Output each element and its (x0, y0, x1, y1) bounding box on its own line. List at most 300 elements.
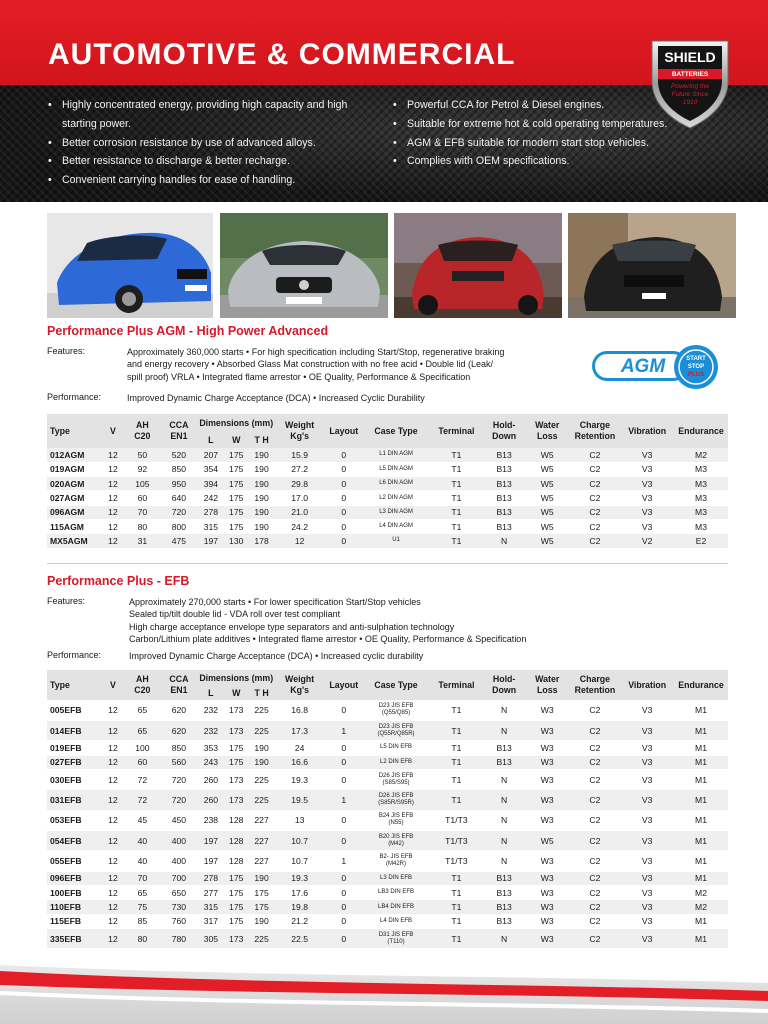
table-cell: 760 (160, 914, 199, 928)
table-cell: 27.2 (274, 462, 325, 476)
col-hold-down (483, 414, 525, 448)
car-photo-black-porsche (568, 213, 736, 318)
table-cell (363, 851, 430, 871)
table-cell: 105 (125, 477, 160, 491)
case-type-line: L3 DIN EFB (380, 874, 413, 881)
table-cell: M3 (674, 462, 728, 476)
table-cell: 65 (125, 720, 160, 740)
table-cell: T1 (430, 755, 484, 769)
col-ah-line1: AH (136, 420, 149, 430)
table-cell: 0 (325, 929, 363, 949)
table-cell: C2 (570, 755, 621, 769)
table-cell: 0 (325, 886, 363, 900)
table-cell: T1 (430, 929, 484, 949)
table-row (47, 929, 728, 949)
table-cell: V3 (620, 810, 674, 830)
table-cell: M1 (674, 700, 728, 720)
table-cell: N (483, 810, 525, 830)
table-cell: 520 (160, 448, 199, 462)
agm-table-body (47, 448, 728, 548)
table-cell: 197 (198, 534, 223, 548)
col-water-line2: Loss (536, 431, 558, 441)
table-cell: C2 (570, 831, 621, 851)
table-cell: W5 (525, 505, 570, 519)
col-dimensions: Dimensions (mm) (198, 670, 274, 687)
table-cell: W5 (525, 477, 570, 491)
table-row (47, 448, 728, 462)
table-cell: M1 (674, 769, 728, 789)
table-cell: 019AGM (47, 462, 101, 476)
table-cell: 243 (198, 755, 223, 769)
table-cell: 640 (160, 491, 199, 505)
case-type-line: B2- JIS EFB (379, 854, 413, 861)
table-cell: 700 (160, 871, 199, 885)
table-cell: 850 (160, 462, 199, 476)
table-cell: 128 (224, 851, 249, 871)
table-cell: 12 (101, 720, 125, 740)
table-cell: M3 (674, 477, 728, 491)
table-cell: 096EFB (47, 871, 101, 885)
case-type-line: (S85/S95) (382, 779, 410, 786)
table-cell: W3 (525, 755, 570, 769)
table-cell: 0 (325, 755, 363, 769)
table-cell: 75 (125, 900, 160, 914)
col-ah (125, 414, 160, 448)
table-cell: 0 (325, 871, 363, 885)
col-charge-line2: Retention (574, 685, 616, 695)
table-cell: 0 (325, 741, 363, 755)
table-cell: 19.3 (274, 871, 325, 885)
table-cell: 096AGM (47, 505, 101, 519)
table-cell: V3 (620, 769, 674, 789)
table-cell: 16.8 (274, 700, 325, 720)
table-cell: T1 (430, 448, 484, 462)
table-cell: 650 (160, 886, 199, 900)
table-cell: 0 (325, 491, 363, 505)
table-cell: 60 (125, 755, 160, 769)
table-cell: 560 (160, 755, 199, 769)
efb-table-body (47, 700, 728, 949)
table-row (47, 720, 728, 740)
table-cell: 0 (325, 700, 363, 720)
col-ah-line2: C20 (134, 685, 151, 695)
table-cell: T1/T3 (430, 851, 484, 871)
agm-performance-label: Performance: (47, 392, 102, 402)
table-cell: B13 (483, 755, 525, 769)
table-cell: T1 (430, 491, 484, 505)
table-cell: 70 (125, 871, 160, 885)
table-cell: B13 (483, 914, 525, 928)
table-cell: V3 (620, 851, 674, 871)
table-cell: V3 (620, 900, 674, 914)
table-cell: W5 (525, 491, 570, 505)
table-cell: 0 (325, 534, 363, 548)
col-layout: Layout (325, 414, 363, 448)
col-terminal: Terminal (430, 414, 484, 448)
table-cell: W3 (525, 700, 570, 720)
table-cell: 17.0 (274, 491, 325, 505)
table-cell: 1 (325, 720, 363, 740)
table-cell: 21.2 (274, 914, 325, 928)
table-cell: W5 (525, 831, 570, 851)
table-cell: M1 (674, 741, 728, 755)
table-cell: M3 (674, 491, 728, 505)
table-row (47, 790, 728, 810)
table-cell: 12 (101, 534, 125, 548)
table-cell: 45 (125, 810, 160, 830)
table-cell: B13 (483, 477, 525, 491)
table-cell: B13 (483, 741, 525, 755)
table-cell: 020AGM (47, 477, 101, 491)
table-cell: 394 (198, 477, 223, 491)
table-cell: C2 (570, 769, 621, 789)
table-cell: 12 (101, 769, 125, 789)
table-cell: 21.0 (274, 505, 325, 519)
table-cell: 100EFB (47, 886, 101, 900)
table-cell: B13 (483, 505, 525, 519)
case-type-line: L5 DIN EFB (380, 744, 413, 751)
table-cell: 0 (325, 831, 363, 851)
table-cell: T1 (430, 914, 484, 928)
table-cell (363, 700, 430, 720)
col-width: W (224, 687, 249, 700)
table-cell (363, 769, 430, 789)
table-cell: 10.7 (274, 851, 325, 871)
logo-brand: SHIELD (664, 49, 716, 65)
col-hold-line1: Hold- (492, 420, 516, 430)
table-cell: 19.3 (274, 769, 325, 789)
table-cell: 12 (101, 741, 125, 755)
table-cell: N (483, 929, 525, 949)
table-cell: C2 (570, 491, 621, 505)
table-cell (363, 900, 430, 914)
efb-features-line: Sealed tip/tilt double lid - VDA roll over test compliant (129, 609, 341, 620)
table-cell: C2 (570, 741, 621, 755)
table-cell: B13 (483, 519, 525, 533)
table-cell: 030EFB (47, 769, 101, 789)
case-type-line: LB3 DIN EFB (378, 889, 415, 896)
table-row (47, 505, 728, 519)
agm-spec-table (47, 414, 728, 549)
table-cell: 190 (249, 505, 274, 519)
table-cell: W3 (525, 900, 570, 914)
table-cell: 12 (101, 505, 125, 519)
table-cell: T1 (430, 741, 484, 755)
table-row (47, 519, 728, 533)
table-cell: 720 (160, 790, 199, 810)
table-cell: 12 (101, 755, 125, 769)
case-type-line: D23 JIS EFB (378, 702, 414, 709)
case-type-line: B20 JIS EFB (378, 833, 414, 840)
table-cell: 720 (160, 505, 199, 519)
bullet-item: • Suitable for extreme hot & cold operating temperatures. (393, 115, 693, 134)
col-height: T H (249, 433, 274, 448)
table-cell: 197 (198, 851, 223, 871)
table-cell: W3 (525, 871, 570, 885)
table-cell: V3 (620, 519, 674, 533)
table-cell: 400 (160, 851, 199, 871)
table-cell: T1 (430, 477, 484, 491)
table-cell: M2 (674, 448, 728, 462)
table-cell: T1 (430, 790, 484, 810)
col-ah-line1: AH (136, 674, 149, 684)
table-cell: 29.8 (274, 477, 325, 491)
table-cell: 24.2 (274, 519, 325, 533)
col-case-type: Case Type (363, 670, 430, 700)
table-cell (363, 790, 430, 810)
table-cell: 175 (224, 448, 249, 462)
case-type-line: D23 JIS EFB (378, 723, 414, 730)
table-cell: V3 (620, 886, 674, 900)
table-cell: 190 (249, 448, 274, 462)
table-cell: 17.3 (274, 720, 325, 740)
bullet-item: • Convenient carrying handles for ease of handling. (48, 171, 378, 190)
table-cell: 110EFB (47, 900, 101, 914)
table-cell: 260 (198, 769, 223, 789)
table-cell: 60 (125, 491, 160, 505)
case-type-line: D26 JIS EFB (378, 792, 414, 799)
table-cell: 50 (125, 448, 160, 462)
table-cell: C2 (570, 477, 621, 491)
table-cell: 175 (224, 914, 249, 928)
table-cell: B13 (483, 462, 525, 476)
table-cell: W5 (525, 534, 570, 548)
table-cell: 12 (101, 477, 125, 491)
table-cell: 40 (125, 831, 160, 851)
table-cell: 175 (249, 900, 274, 914)
table-cell: V3 (620, 914, 674, 928)
table-cell: 10.7 (274, 831, 325, 851)
table-cell: V2 (620, 534, 674, 548)
car-photo-silver-mercedes (220, 213, 388, 318)
table-cell: 115AGM (47, 519, 101, 533)
bullet-item: • Powerful CCA for Petrol & Diesel engines. (393, 96, 693, 115)
col-charge-line2: Retention (574, 431, 616, 441)
bullet-item: • Better resistance to discharge & better recharge. (48, 152, 378, 171)
table-cell: W5 (525, 519, 570, 533)
table-cell: 12 (101, 914, 125, 928)
col-weight (274, 414, 325, 448)
table-cell: 12 (101, 810, 125, 830)
table-cell: 315 (198, 900, 223, 914)
table-cell: 24 (274, 741, 325, 755)
case-type-line: (S85R/S95R) (378, 799, 414, 806)
table-cell: 232 (198, 720, 223, 740)
table-cell: W3 (525, 741, 570, 755)
table-cell: 175 (224, 477, 249, 491)
table-cell: B13 (483, 491, 525, 505)
col-hold-down (483, 670, 525, 700)
table-row (47, 831, 728, 851)
col-endurance: Endurance (674, 414, 728, 448)
table-cell: 620 (160, 700, 199, 720)
table-cell: 278 (198, 505, 223, 519)
table-cell: N (483, 700, 525, 720)
table-cell: 190 (249, 755, 274, 769)
table-cell: T1/T3 (430, 810, 484, 830)
table-row (47, 886, 728, 900)
feature-bullets-left (48, 96, 378, 190)
logo-year: 1910 (682, 99, 698, 106)
agm-features-label: Features: (47, 346, 86, 356)
table-cell: 620 (160, 720, 199, 740)
col-type: Type (47, 670, 101, 700)
table-cell: 1 (325, 851, 363, 871)
table-cell: C2 (570, 448, 621, 462)
table-cell: W5 (525, 448, 570, 462)
table-cell: 225 (249, 700, 274, 720)
table-cell: V3 (620, 448, 674, 462)
table-cell: 190 (249, 741, 274, 755)
table-cell: 317 (198, 914, 223, 928)
table-cell: 19.5 (274, 790, 325, 810)
col-ah (125, 670, 160, 700)
table-cell: W5 (525, 462, 570, 476)
table-cell: 128 (224, 831, 249, 851)
table-cell: 16.6 (274, 755, 325, 769)
table-cell: T1 (430, 519, 484, 533)
table-cell: C2 (570, 871, 621, 885)
table-cell: 780 (160, 929, 199, 949)
table-cell: 40 (125, 851, 160, 871)
shield-batteries-logo (646, 37, 734, 131)
table-cell: W3 (525, 769, 570, 789)
table-cell: 31 (125, 534, 160, 548)
start-stop-circle-text (678, 355, 714, 379)
table-cell: 242 (198, 491, 223, 505)
col-ah-line2: C20 (134, 431, 151, 441)
case-type-line: D31 JIS EFB (378, 931, 414, 938)
table-cell: 315 (198, 519, 223, 533)
table-cell: E2 (674, 534, 728, 548)
table-cell: 12 (274, 534, 325, 548)
case-type-line: (Q55R/Q85R) (377, 730, 415, 737)
table-cell (363, 831, 430, 851)
table-cell: 175 (224, 755, 249, 769)
table-cell (363, 720, 430, 740)
table-cell: V3 (620, 741, 674, 755)
table-cell: 053EFB (47, 810, 101, 830)
table-cell: 12 (101, 929, 125, 949)
table-cell: 85 (125, 914, 160, 928)
table-cell: M2 (674, 900, 728, 914)
table-cell: C2 (570, 505, 621, 519)
table-cell: M3 (674, 519, 728, 533)
table-cell: C2 (570, 462, 621, 476)
table-cell: 277 (198, 886, 223, 900)
section-divider (47, 563, 728, 564)
table-cell: W3 (525, 914, 570, 928)
bullet-item: • Better corrosion resistance by use of advanced alloys. (48, 134, 378, 153)
table-cell: V3 (620, 755, 674, 769)
table-cell: 190 (249, 914, 274, 928)
table-cell: V3 (620, 720, 674, 740)
col-cca-line2: EN1 (170, 431, 188, 441)
table-cell: 225 (249, 769, 274, 789)
case-type-line: L2 DIN EFB (380, 758, 413, 765)
agm-section-title: Performance Plus AGM - High Power Advanced (47, 324, 329, 338)
table-cell: 950 (160, 477, 199, 491)
table-cell: B13 (483, 886, 525, 900)
table-cell: 65 (125, 886, 160, 900)
table-cell: 173 (224, 720, 249, 740)
table-cell: 115EFB (47, 914, 101, 928)
table-cell: 227 (249, 810, 274, 830)
col-length: L (198, 433, 223, 448)
case-type-line: (T110) (387, 938, 405, 945)
table-cell: 0 (325, 519, 363, 533)
table-cell: 475 (160, 534, 199, 548)
table-cell: 850 (160, 741, 199, 755)
table-cell: M2 (674, 886, 728, 900)
table-cell: 80 (125, 929, 160, 949)
table-row (47, 477, 728, 491)
agm-features-text (127, 346, 587, 383)
table-cell: 305 (198, 929, 223, 949)
table-cell: 190 (249, 462, 274, 476)
table-cell: N (483, 831, 525, 851)
table-cell: 175 (249, 886, 274, 900)
efb-performance-label: Performance: (47, 650, 102, 660)
table-cell: 0 (325, 914, 363, 928)
table-cell: V3 (620, 871, 674, 885)
table-cell (363, 871, 430, 885)
table-row (47, 534, 728, 548)
table-cell: 175 (224, 491, 249, 505)
table-cell: M1 (674, 914, 728, 928)
table-cell: 450 (160, 810, 199, 830)
table-cell (363, 886, 430, 900)
col-cca-line2: EN1 (170, 685, 188, 695)
table-cell: 12 (101, 700, 125, 720)
col-charge-retention (570, 414, 621, 448)
table-cell: 19.8 (274, 900, 325, 914)
col-hold-line1: Hold- (492, 674, 516, 684)
efb-features-line: Carbon/Lithium plate additives • Integrated flame arrestor • OE Quality, Performance & Specification (129, 633, 527, 644)
table-cell: M1 (674, 810, 728, 830)
table-cell: V3 (620, 505, 674, 519)
efb-section-title: Performance Plus - EFB (47, 574, 190, 588)
col-water-loss (525, 670, 570, 700)
bullet-item: • Highly concentrated energy, providing high capacity and high starting power. (48, 96, 378, 134)
col-weight-line1: Weight (285, 674, 315, 684)
table-cell: 0 (325, 900, 363, 914)
table-row (47, 491, 728, 505)
table-cell: M3 (674, 505, 728, 519)
table-cell: 720 (160, 769, 199, 789)
table-cell: 0 (325, 448, 363, 462)
table-cell: C2 (570, 914, 621, 928)
car-photo-red-range-rover (394, 213, 562, 318)
table-cell: 278 (198, 871, 223, 885)
col-weight (274, 670, 325, 700)
case-type-line: (N55) (388, 820, 404, 827)
table-cell: 12 (101, 831, 125, 851)
table-cell: B13 (483, 871, 525, 885)
efb-features-line: High charge acceptance envelope type separators and anti-sulphation technology (129, 621, 455, 632)
table-cell: C2 (570, 886, 621, 900)
table-cell: M1 (674, 851, 728, 871)
efb-features-text (129, 596, 689, 645)
table-cell: T1 (430, 769, 484, 789)
col-water-line1: Water (535, 420, 560, 430)
logo-tagline-1: Powering the (671, 83, 709, 90)
efb-features-label: Features: (47, 596, 86, 606)
table-cell: V3 (620, 477, 674, 491)
case-type-line: L4 DIN EFB (380, 917, 413, 924)
col-hold-line2: Down (492, 431, 517, 441)
page-title: AUTOMOTIVE & COMMERCIAL (48, 38, 516, 71)
